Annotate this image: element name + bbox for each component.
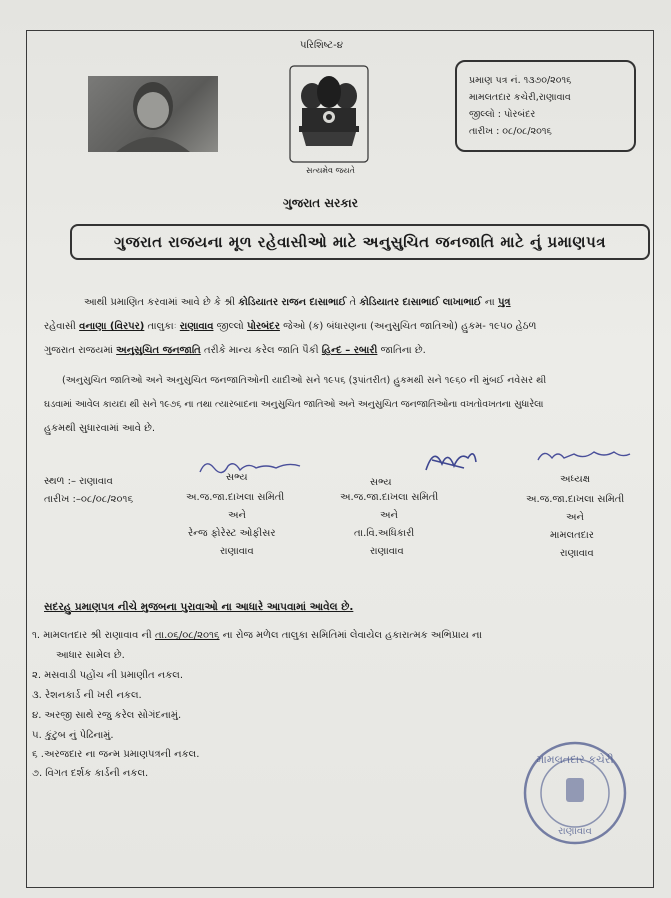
signatory-3-designation: મામલતદાર bbox=[550, 530, 594, 541]
issuing-office: મામલતદાર કચેરી,રાણાવાવ bbox=[469, 92, 571, 103]
paragraph-1-line-2: રહેવાસી વનાણા (વિરપર) તાલુકાઃ રાણાવાવ જીલ્લો પોરબંદર જેઓ (ક) બંધારણના (અનુસુચિત જાતિઓ) હુકમ- ૧૯૫૦ હેઠળ bbox=[44, 321, 537, 332]
annex-label: પરિશિષ્ટ-૪ bbox=[300, 40, 343, 51]
issue-date: તારીખ : ૦૮/૦૮/૨૦૧૬ bbox=[469, 126, 552, 137]
paragraph-1-line-1: આથી પ્રમાણિત કરવામાં આવે છે કે શ્રી કોડિયાતર રાજન દાસાભાઈ તે કોડિયાતર દાસાભાઈ લાખાભાઈ ના પુત્ર bbox=[84, 297, 511, 308]
ashoka-emblem bbox=[282, 62, 376, 182]
stamp-top-text: મામલતદાર કચેરી bbox=[536, 753, 614, 766]
evidence-item-1-cont: આધાર સામેલ છે. bbox=[56, 650, 125, 661]
evidence-item-4: ૪. અરજી સાથે રજુ કરેલ સોગંદનામું. bbox=[32, 710, 182, 721]
member-2-signature bbox=[420, 444, 480, 476]
office-stamp bbox=[520, 738, 630, 848]
applicant-photo bbox=[88, 76, 218, 152]
category: અનુસુચિત જનજાતિ bbox=[116, 345, 201, 356]
certificate-number: પ્રમાણ પત્ર નં. ૧૩૭૦/૨૦૧૬ bbox=[469, 75, 572, 86]
signatory-3-and: અને bbox=[566, 512, 584, 523]
stamp-bottom-text: રાણાવાવ bbox=[558, 826, 592, 837]
evidence-item-6: ૬ .અરજદાર ના જન્મ પ્રમાણપત્રની નકલ. bbox=[32, 749, 200, 760]
paragraph-1-line-3: ગુજરાત રાજયમાં અનુસુચિત જનજાતિ તરીકે માન્ય કરેલ જાતિ પૈકી હિન્દ – રબારી જાતિના છે. bbox=[44, 345, 426, 356]
signatory-3-place: રાણાવાવ bbox=[560, 548, 594, 559]
father-name: કોડિયાતર દાસાભાઈ લાખાભાઈ bbox=[359, 297, 482, 308]
emblem-motto: સત્યમેવ જયતે bbox=[306, 166, 355, 175]
district: પોરબંદર bbox=[246, 321, 280, 332]
applicant-name: કોડિયાતર રાજન દાસાભાઈ bbox=[238, 297, 347, 308]
chairman-signature bbox=[534, 446, 634, 466]
signatory-1-and: અને bbox=[228, 510, 246, 521]
signatory-1-committee: અ.જ.જા.દાખલા સમિતી bbox=[186, 492, 285, 503]
issuing-district: જીલ્લો : પોરબંદર bbox=[469, 109, 536, 120]
caste: હિન્દ – રબારી bbox=[321, 345, 378, 356]
evidence-item-3: ૩. રેશનકાર્ડ ની ખરી નકલ. bbox=[32, 690, 142, 701]
signatory-1-designation: રેન્જ ફોરેસ્ટ ઓફીસર bbox=[188, 528, 276, 539]
signatory-2-and: અને bbox=[380, 510, 398, 521]
evidence-item-5: ૫. કુંટુબ નું પેઢિનામું. bbox=[32, 730, 114, 741]
signatory-1-role: સભ્ય bbox=[226, 472, 248, 483]
paragraph-2-line-1: (અનુસુચિત જાતિઓ અને અનુસુચિત જનજાતિઓની યાદીઓ સને ૧૯૫૬ (રૂપાંતરીત) હુકમથી સને ૧૯૬૦ ની મુંબઈ નવેસર થી bbox=[62, 375, 547, 386]
taluka: રાણાવાવ bbox=[179, 321, 214, 332]
member-1-signature bbox=[196, 454, 306, 480]
paragraph-2-line-3: હુકમથી સુધારવામાં આવે છે. bbox=[44, 423, 156, 434]
signatory-2-committee: અ.જ.જા.દાખલા સમિતી bbox=[340, 492, 439, 503]
place: સ્થળ :– રાણાવાવ bbox=[44, 476, 113, 487]
evidence-heading: સદરહુ પ્રમાણપત્ર નીચે મુજબના પુરાવાઓ ના આધારે આપવામાં આવેલ છે. bbox=[44, 601, 354, 613]
signatory-3-role: અધ્યક્ષ bbox=[560, 474, 590, 485]
evidence-item-7: ૭. વિગત દર્શક કાર્ડની નકલ. bbox=[32, 768, 149, 779]
signatory-3-committee: અ.જ.જા.દાખલા સમિતી bbox=[526, 494, 625, 505]
signatory-2-role: સભ્ય bbox=[370, 477, 392, 488]
signatory-2-designation: તા.વિ.અધિકારી bbox=[354, 528, 415, 539]
evidence-item-1: ૧. મામલતદાર શ્રી રાણાવાવ ની તા.૦૬/૦૮/૨૦૧૬ ના રોજ મળેલ તાલુકા સમિતિમાં લેવાયેલ હકારાત્મક અભિપ્રાય ના bbox=[32, 630, 482, 641]
paragraph-2-line-2: ઘડવામાં આવેલ કાયદા થી સને ૧૯૭૬ ના તથા ત્યારબાદના અનુસુચિત જાતિઓ અને અનુસુચિત જનજાતિઓના વખતોવખતના સુધારેલા bbox=[44, 399, 544, 410]
date: તારીખ :–૦૮/૦૮/૨૦૧૬ bbox=[44, 494, 134, 505]
evidence-item-2: ૨. મસવાડી પહોંચ ની પ્રમાણીત નકલ. bbox=[32, 670, 184, 681]
signatory-2-place: રાણાવાવ bbox=[370, 546, 404, 557]
village: વનાણા (વિરપર) bbox=[79, 321, 145, 332]
government-name: ગુજરાત સરકાર bbox=[283, 196, 358, 210]
relation: પુત્ર bbox=[497, 297, 511, 308]
certificate-info-box bbox=[455, 60, 636, 152]
certificate-title: ગુજરાત રાજયના મૂળ રહેવાસીઓ માટે અનુસુચિત જનજાતિ માટે નું પ્રમાણપત્ર bbox=[70, 224, 650, 260]
signatory-1-place: રાણાવાવ bbox=[220, 546, 254, 557]
